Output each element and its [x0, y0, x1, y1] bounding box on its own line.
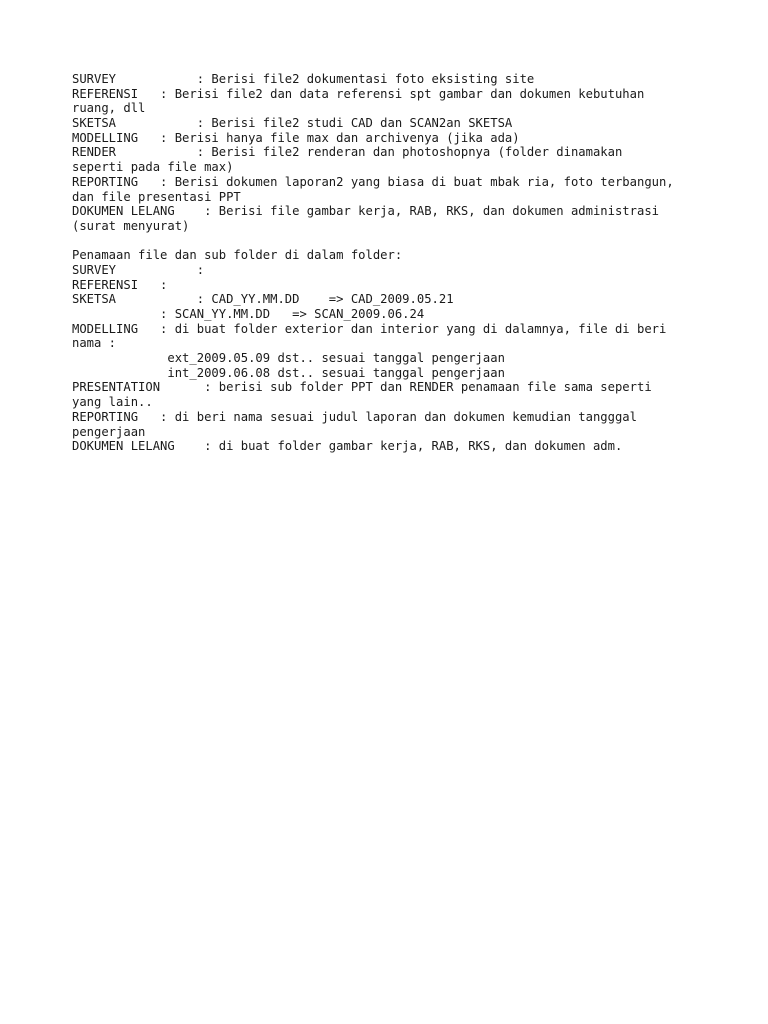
text-line: : SCAN_YY.MM.DD => SCAN_2009.06.24 [72, 307, 425, 321]
text-line: int_2009.06.08 dst.. sesuai tanggal pengerjaan [72, 365, 505, 380]
text-line: seperti pada file max) [72, 160, 234, 175]
text-line: (surat menyurat) [72, 218, 190, 233]
text-line: SKETSA : CAD_YY.MM.DD => CAD_2009.05.21 [72, 292, 454, 307]
text-line: ext_2009.05.09 dst.. sesuai tanggal pengerjaan [72, 351, 505, 366]
text-line: MODELLING : di buat folder exterior dan interior yang di dalamnya, file di beri [72, 321, 667, 336]
text-line: SURVEY : Berisi file2 dokumentasi foto eksisting site [72, 72, 535, 86]
text-line: REPORTING : Berisi dokumen laporan2 yang biasa di buat mbak ria, foto terbangun, [72, 174, 674, 189]
text-line: PRESENTATION : berisi sub folder PPT dan RENDER penamaan file sama seperti [72, 380, 652, 395]
text-line: SKETSA : Berisi file2 studi CAD dan SCAN2an SKETSA [72, 116, 513, 131]
text-line: dan file presentasi PPT [72, 189, 241, 204]
text-line: REFERENSI : [72, 277, 168, 292]
text-line: SURVEY : [72, 262, 205, 277]
text-line: REPORTING : di beri nama sesuai judul laporan dan dokumen kemudian tangggal [72, 409, 637, 424]
blank-line [72, 234, 712, 249]
text-line: nama : [72, 336, 117, 351]
text-line: DOKUMEN LELANG : di buat folder gambar kerja, RAB, RKS, dan dokumen adm. [72, 439, 623, 454]
text-line: RENDER : Berisi file2 renderan dan photoshopnya (folder dinamakan [72, 145, 623, 160]
text-line: yang lain.. [72, 395, 153, 410]
section-heading: Penamaan file dan sub folder di dalam folder: [72, 248, 403, 263]
text-line: pengerjaan [72, 424, 146, 439]
text-line: MODELLING : Berisi hanya file max dan archivenya (jika ada) [72, 130, 520, 145]
text-line: DOKUMEN LELANG : Berisi file gambar kerja, RAB, RKS, dan dokumen administrasi [72, 204, 659, 219]
text-line: ruang, dll [72, 101, 146, 116]
document-body [72, 72, 712, 454]
text-line: REFERENSI : Berisi file2 dan data referensi spt gambar dan dokumen kebutuhan [72, 86, 645, 101]
